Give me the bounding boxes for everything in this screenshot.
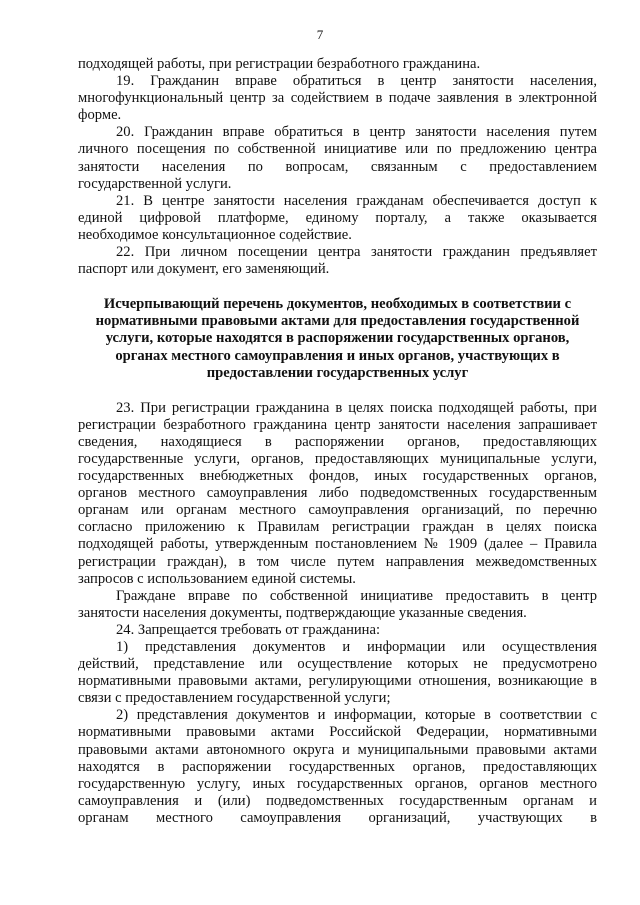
text-line: государственные услуги, органов, предоставляющих муниципальные услуги, [78,450,597,467]
text-line: форме. [78,107,122,124]
text-line: государственной услуги. [78,175,232,192]
text-line: находятся в распоряжении государственных органов, предоставляющих [78,758,597,775]
text-line: занятости населения по вопросам, связанным с предоставлением [78,158,597,175]
paragraph-22 [78,244,597,278]
text-line: связи с предоставлением государственной услуги; [78,690,391,707]
text-line: 21. В центре занятости населения гражданам обеспечивается доступ к [116,192,597,209]
text-line: нормативными правовыми актами Российской Федерации, нормативными [78,724,597,741]
text-line: органов местного самоуправления либо подведомственных государственным [78,485,597,502]
text-line: государственных внебюджетных фондов, иных государственных органов, [78,468,597,485]
text-line: необходимое консультационное содействие. [78,226,352,243]
text-line: регистрации безработного гражданина центр занятости населения запрашивает [78,416,597,433]
text-line: личного посещения по собственной инициативе или по предложению центра [78,141,597,158]
paragraph-19 [78,73,597,124]
text-line: 22. При личном посещении центра занятости гражданин предъявляет [116,244,597,261]
text-line: сведения, находящиеся в распоряжении органов, предоставляющих [78,433,597,450]
paragraph-23-citizens [78,588,597,622]
text-line: самоуправления и (или) подведомственных государственным органам и [78,792,597,809]
text-line: 1) представления документов и информации или осуществления [116,639,597,655]
text-line: занятости населения документы, подтверждающие указанные сведения. [78,604,527,621]
text-line: подходящей работы, утвержденным постановлением № 1909 (далее – Правила [78,536,597,553]
text-line: 19. Гражданин вправе обратиться в центр занятости населения, [116,73,597,90]
document-body [78,56,597,827]
paragraph-24 [78,622,597,639]
text-line: 23. При регистрации гражданина в целях поиска подходящей работы, при [116,399,597,416]
heading-line: нормативными правовыми актами для предоставления государственной [95,313,580,330]
text-line: запросов с использованием единой системы. [78,570,356,587]
paragraph-continuation [78,56,597,73]
text-line: единой цифровой платформе, единому порталу, а также оказывается [78,209,597,226]
heading-line: Исчерпывающий перечень документов, необходимых в соответствии с [103,296,572,313]
paragraph-24-item-2 [78,707,597,827]
text-line: действий, представление или осуществление которых не предусмотрено [78,656,597,673]
text-line: органам местного самоуправления организаций, участвующих в [78,809,597,826]
text-line: государственную услугу, иных государственных органов, органов местного [78,775,597,792]
text-line: паспорт или документ, его заменяющий. [78,261,330,278]
text-line: органам или органам местного самоуправления организаций, по перечню [78,502,597,519]
text-line: согласно приложению к Правилам регистрации граждан в целях поиска [78,519,597,536]
heading-line: предоставлении государственных услуг [206,364,469,381]
text-line: 20. Гражданин вправе обратиться в центр занятости населения путем [116,124,597,141]
text-line: регистрации граждан), в том числе путем направления межведомственных [78,553,597,570]
text-line: Граждане вправе по собственной инициативе предоставить в центр [116,587,597,604]
text-line: 24. Запрещается требовать от гражданина: [116,621,381,638]
text-line: многофункциональный центр за содействием в подаче заявления в электронной [78,90,597,107]
text-line: нормативными правовыми актами, регулирующими отношения, возникающие в [78,673,597,690]
text-line: подходящей работы, при регистрации безработного гражданина. [78,56,481,72]
heading-line: органах местного самоуправления и иных органов, участвующих в [115,347,560,364]
page-number: 7 [316,27,324,42]
paragraph-21 [78,193,597,244]
text-line: правовыми актами автономного округа и муниципальными правовыми актами [78,741,597,758]
heading-line: услуги, которые находятся в распоряжении государственных органов, [105,330,570,347]
paragraph-23 [78,400,597,588]
text-line: 2) представления документов и информации, которые в соответствии с [116,707,597,724]
section-heading [78,296,597,381]
paragraph-24-item-1 [78,639,597,707]
paragraph-20 [78,124,597,192]
